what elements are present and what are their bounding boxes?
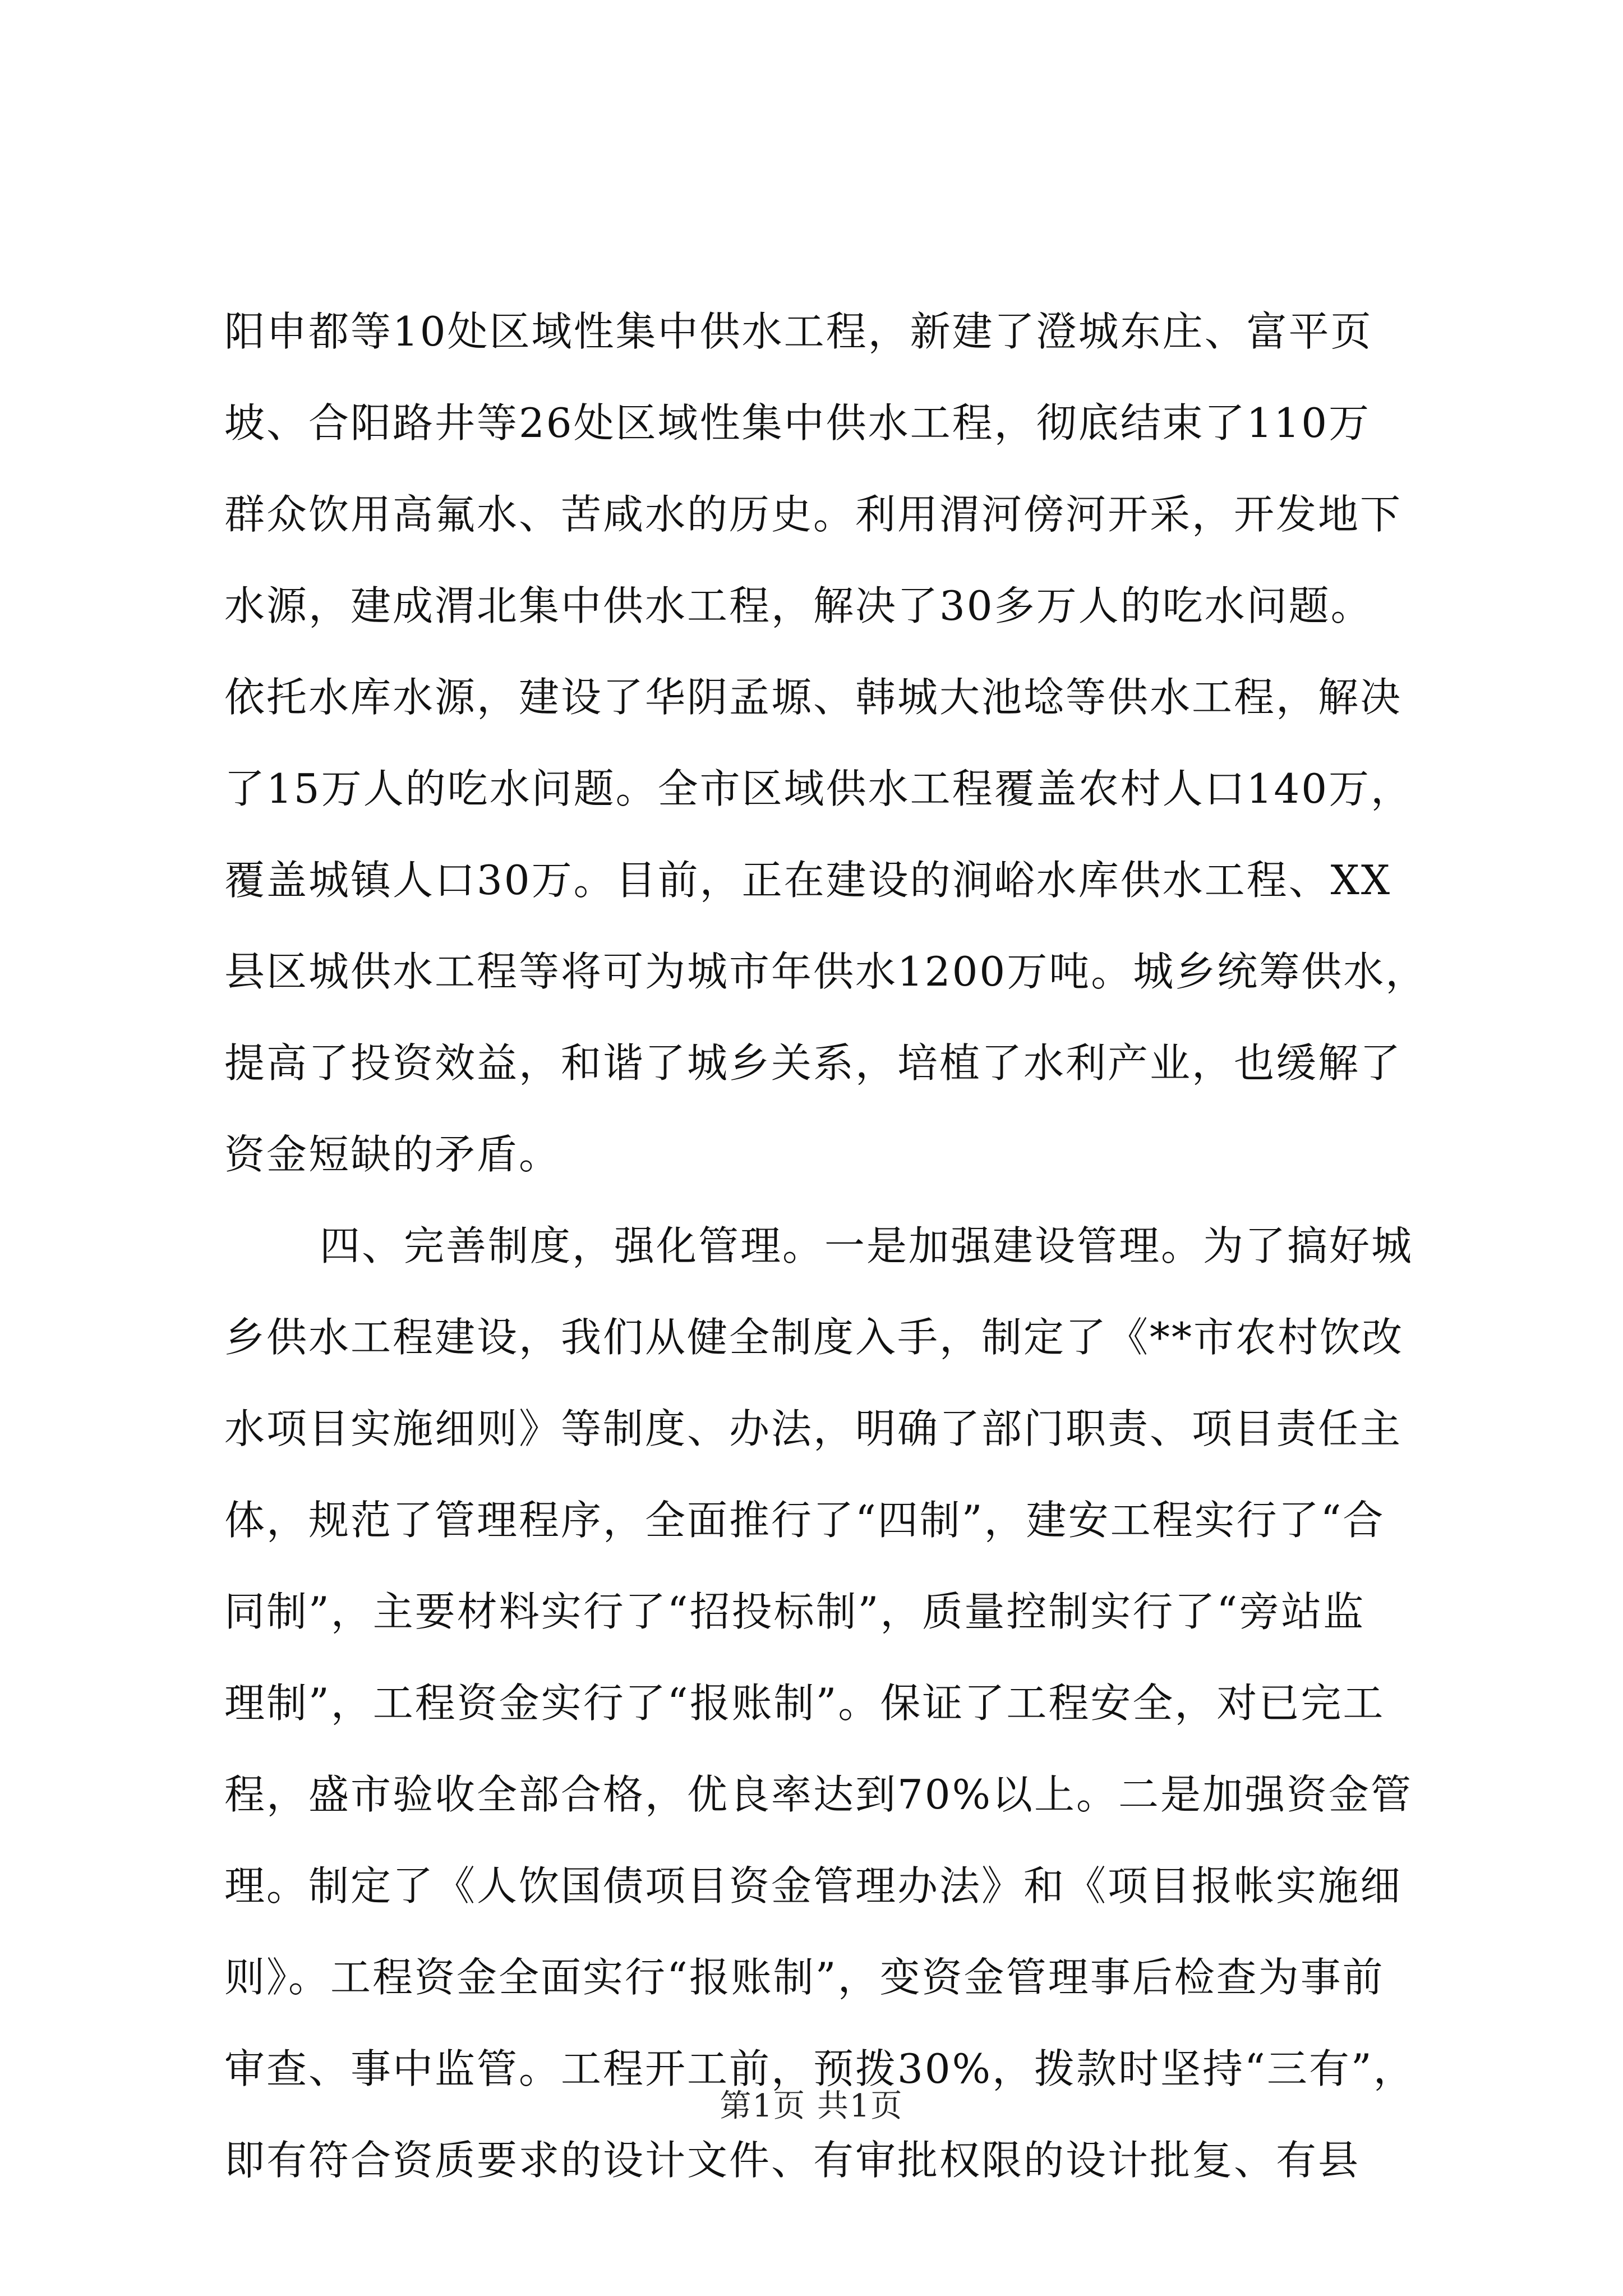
text-line: 资金短缺的矛盾。 xyxy=(224,1131,561,1178)
text-line: 理制”，工程资金实行了“报账制”。保证了工程安全，对已完工 xyxy=(224,1680,1385,1727)
page-footer: 第1页 共1页 xyxy=(720,2088,903,2124)
text-line: 阳申都等10处区域性集中供水工程，新建了澄城东庄、富平页 xyxy=(224,308,1373,355)
text-line: 理。制定了《人饮国债项目资金管理办法》和《项目报帐实施细 xyxy=(224,1862,1403,1910)
text-line: 则》。工程资金全面实行“报账制”，变资金管理事后检查为事前 xyxy=(224,1954,1385,2001)
text-line: 程，盛市验收全部合格，优良率达到70%以上。二是加强资金管 xyxy=(224,1771,1413,1818)
text-line: 覆盖城镇人口30万。目前，正在建设的涧峪水库供水工程、XX xyxy=(224,857,1392,904)
document-body xyxy=(224,286,1430,2206)
text-line: 提高了投资效益，和谐了城乡关系，培植了水利产业，也缓解了 xyxy=(224,1039,1403,1087)
text-line: 水源，建成渭北集中供水工程，解决了30多万人的吃水问题。 xyxy=(224,582,1373,629)
text-line: 坡、合阳路井等26处区域性集中供水工程，彻底结束了110万 xyxy=(224,399,1371,447)
paragraph-start-line: 四、完善制度，强化管理。一是加强建设管理。为了搞好城 xyxy=(320,1222,1414,1269)
text-line: 同制”，主要材料实行了“招投标制”，质量控制实行了“旁站监 xyxy=(224,1588,1366,1635)
text-line: 乡供水工程建设，我们从健全制度入手，制定了《**市农村饮改 xyxy=(224,1314,1404,1361)
text-line: 依托水库水源，建设了华阴孟塬、韩城大池埝等供水工程，解决 xyxy=(224,674,1403,721)
text-line: 即有符合资质要求的设计文件、有审批权限的设计批复、有县 xyxy=(224,2137,1361,2184)
text-line: 水项目实施细则》等制度、办法，明确了部门职责、项目责任主 xyxy=(224,1405,1403,1452)
text-line: 县区城供水工程等将可为城市年供水1200万吨。城乡统筹供水， xyxy=(224,948,1428,995)
text-line: 体，规范了管理程序，全面推行了“四制”，建安工程实行了“合 xyxy=(224,1497,1385,1544)
text-line: 群众饮用高氟水、苦咸水的历史。利用渭河傍河开采，开发地下 xyxy=(224,491,1403,538)
text-line: 了15万人的吃水问题。全市区域供水工程覆盖农村人口140万， xyxy=(224,765,1413,812)
text-line: 审查、事中监管。工程开工前，预拨30%，拨款时坚持“三有”， xyxy=(224,2045,1415,2092)
